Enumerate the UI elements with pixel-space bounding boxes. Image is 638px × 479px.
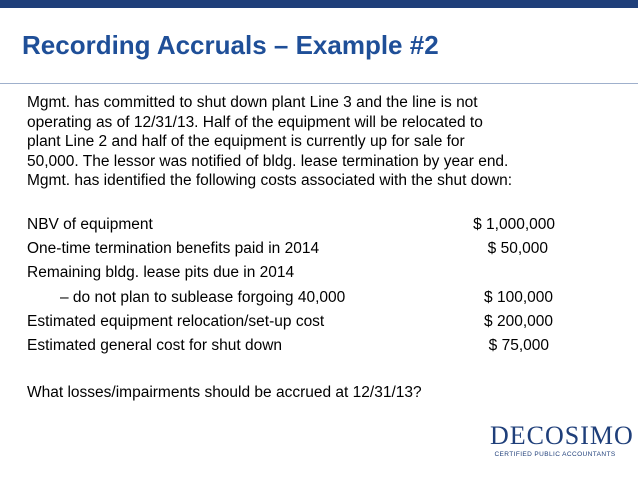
slide-title: Recording Accruals – Example #2 bbox=[22, 30, 439, 60]
cost-label-termination-benefits: One-time termination benefits paid in 2014 bbox=[27, 240, 320, 257]
paragraph-line: Mgmt. has identified the following costs associated with the shut down: bbox=[27, 172, 513, 189]
logo-wordmark: DECOSIMO bbox=[490, 421, 634, 450]
cost-amount-relocation: $ 200,000 bbox=[484, 313, 553, 330]
cost-label-sublease-note: – do not plan to sublease forgoing 40,000 bbox=[60, 289, 346, 306]
paragraph-line: plant Line 2 and half of the equipment is currently up for sale for bbox=[27, 133, 465, 150]
question-text: What losses/impairments should be accrued at 12/31/13? bbox=[27, 384, 422, 401]
top-accent-bar bbox=[0, 0, 638, 8]
cost-amount-termination-benefits: $ 50,000 bbox=[487, 240, 548, 257]
cost-amount-lease: $ 100,000 bbox=[484, 289, 553, 306]
paragraph-line: operating as of 12/31/13. Half of the equipment will be relocated to bbox=[27, 113, 483, 131]
cost-amount-general-shutdown: $ 75,000 bbox=[488, 337, 549, 354]
decosimo-logo bbox=[490, 421, 634, 458]
cost-label-general-shutdown: Estimated general cost for shut down bbox=[27, 337, 283, 354]
title-divider bbox=[0, 83, 638, 84]
scenario-paragraph bbox=[27, 93, 627, 191]
paragraph-line: 50,000. The lessor was notified of bldg. lease termination by year end. bbox=[27, 152, 509, 170]
cost-amount-nbv-equipment: $ 1,000,000 bbox=[473, 216, 555, 233]
cost-label-nbv-equipment: NBV of equipment bbox=[27, 216, 153, 233]
paragraph-line: Mgmt. has committed to shut down plant Line 3 and the line is not bbox=[27, 94, 478, 111]
cost-label-relocation: Estimated equipment relocation/set-up cost bbox=[27, 313, 325, 330]
logo-tagline: CERTIFIED PUBLIC ACCOUNTANTS bbox=[494, 451, 616, 458]
cost-label-lease-payments: Remaining bldg. lease pits due in 2014 bbox=[27, 264, 295, 281]
